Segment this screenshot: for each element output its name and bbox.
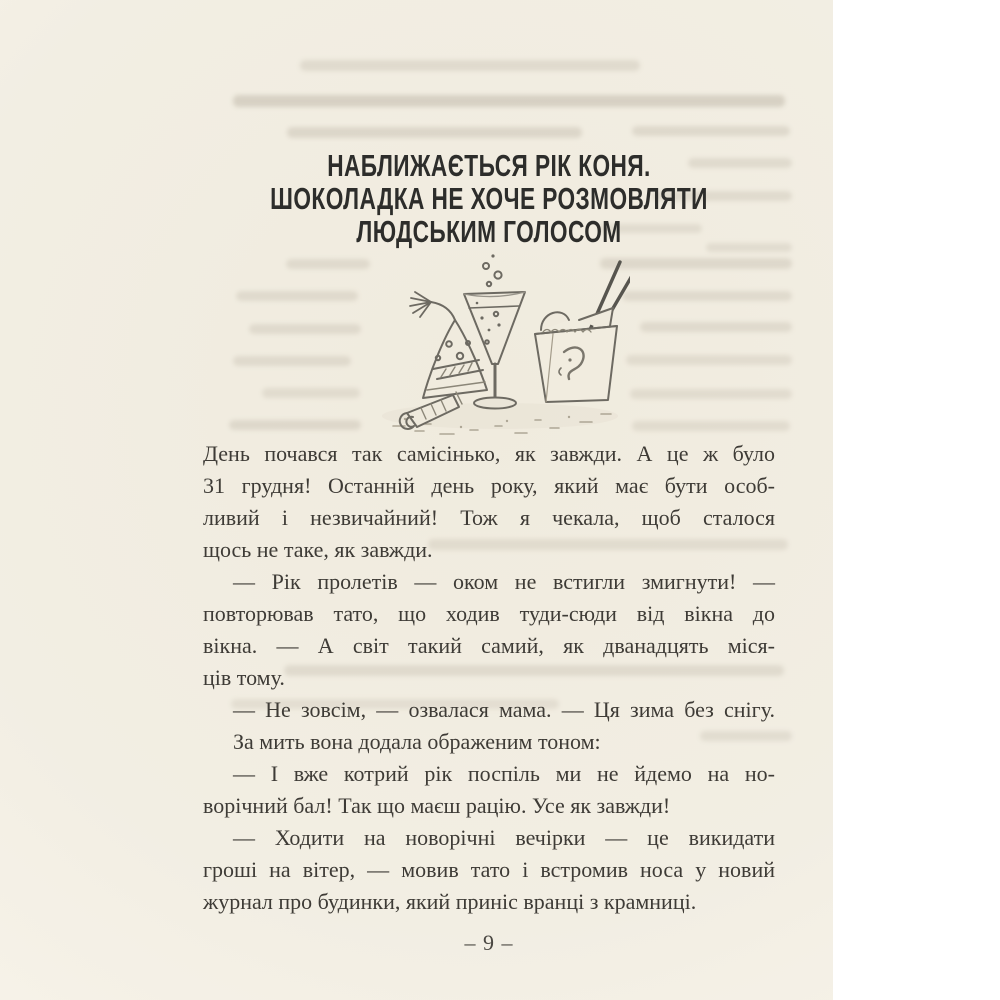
chapter-title-line: ЛЮДСЬКИМ ГОЛОСОМ xyxy=(356,215,622,249)
showthrough-line xyxy=(622,291,792,301)
showthrough-line xyxy=(262,388,360,398)
showthrough-line xyxy=(287,127,582,138)
text-line: ців тому. xyxy=(203,665,285,690)
showthrough-line xyxy=(630,389,792,399)
paragraph xyxy=(203,694,775,726)
text-line: щось не таке, як завжди. xyxy=(203,537,433,562)
paragraph xyxy=(203,758,775,822)
text-line: — Не зовсім, — озвалася мама. — Ця зима без снігу. xyxy=(233,697,775,722)
paragraph xyxy=(203,822,775,918)
showthrough-line xyxy=(300,60,640,71)
text-line: — І вже котрий рік поспіль ми не йдемо на но- xyxy=(233,761,775,786)
text-line: ворічний бал! Так що маєш рацію. Усе як завжди! xyxy=(203,793,671,818)
text-line: гроші на вітер, — мовив тато і встромив носа у новий xyxy=(203,857,775,882)
text-line: повторював тато, що ходив туди-сюди від вікна до xyxy=(203,601,775,626)
showthrough-line xyxy=(229,420,361,430)
chapter-title-line: НАБЛИЖАЄТЬСЯ РІК КОНЯ. xyxy=(327,149,651,183)
showthrough-line xyxy=(233,356,351,366)
page-number: – 9 – xyxy=(464,930,514,955)
text-line: ливий і незвичайний! Тож я чекала, щоб сталося xyxy=(203,505,775,530)
chapter-title xyxy=(203,150,775,249)
text-line: — Рік пролетів — оком не встигли змигнути! — xyxy=(233,569,775,594)
showthrough-line xyxy=(640,322,792,332)
paragraph xyxy=(203,438,775,566)
showthrough-line xyxy=(632,421,790,431)
showthrough-line xyxy=(286,259,370,269)
showthrough-line xyxy=(233,95,785,107)
chapter-illustration-party-still-life xyxy=(365,248,630,438)
showthrough-line xyxy=(249,324,361,334)
paragraph xyxy=(203,726,775,758)
showthrough-line xyxy=(632,126,790,136)
text-line: День почався так самісінько, як завжди. А це ж було xyxy=(203,441,775,466)
showthrough-line xyxy=(236,291,358,301)
text-line: — Ходити на новорічні вечірки — це викидати xyxy=(233,825,775,850)
paragraph xyxy=(203,566,775,694)
text-line: вікна. — А світ такий самий, як дванадцять міся- xyxy=(203,633,775,658)
text-line: журнал про будинки, який приніс вранці з крамниці. xyxy=(203,889,697,914)
body-text xyxy=(203,438,775,918)
text-line: За мить вона додала ображеним тоном: xyxy=(233,729,601,754)
party-still-life-sketch xyxy=(365,248,630,438)
chapter-title-line: ШОКОЛАДКА НЕ ХОЧЕ РОЗМОВЛЯТИ xyxy=(270,182,708,216)
text-line: 31 грудня! Останній день року, який має бути особ- xyxy=(203,473,775,498)
showthrough-line xyxy=(626,355,792,365)
takeout-box-sketch xyxy=(535,262,630,402)
